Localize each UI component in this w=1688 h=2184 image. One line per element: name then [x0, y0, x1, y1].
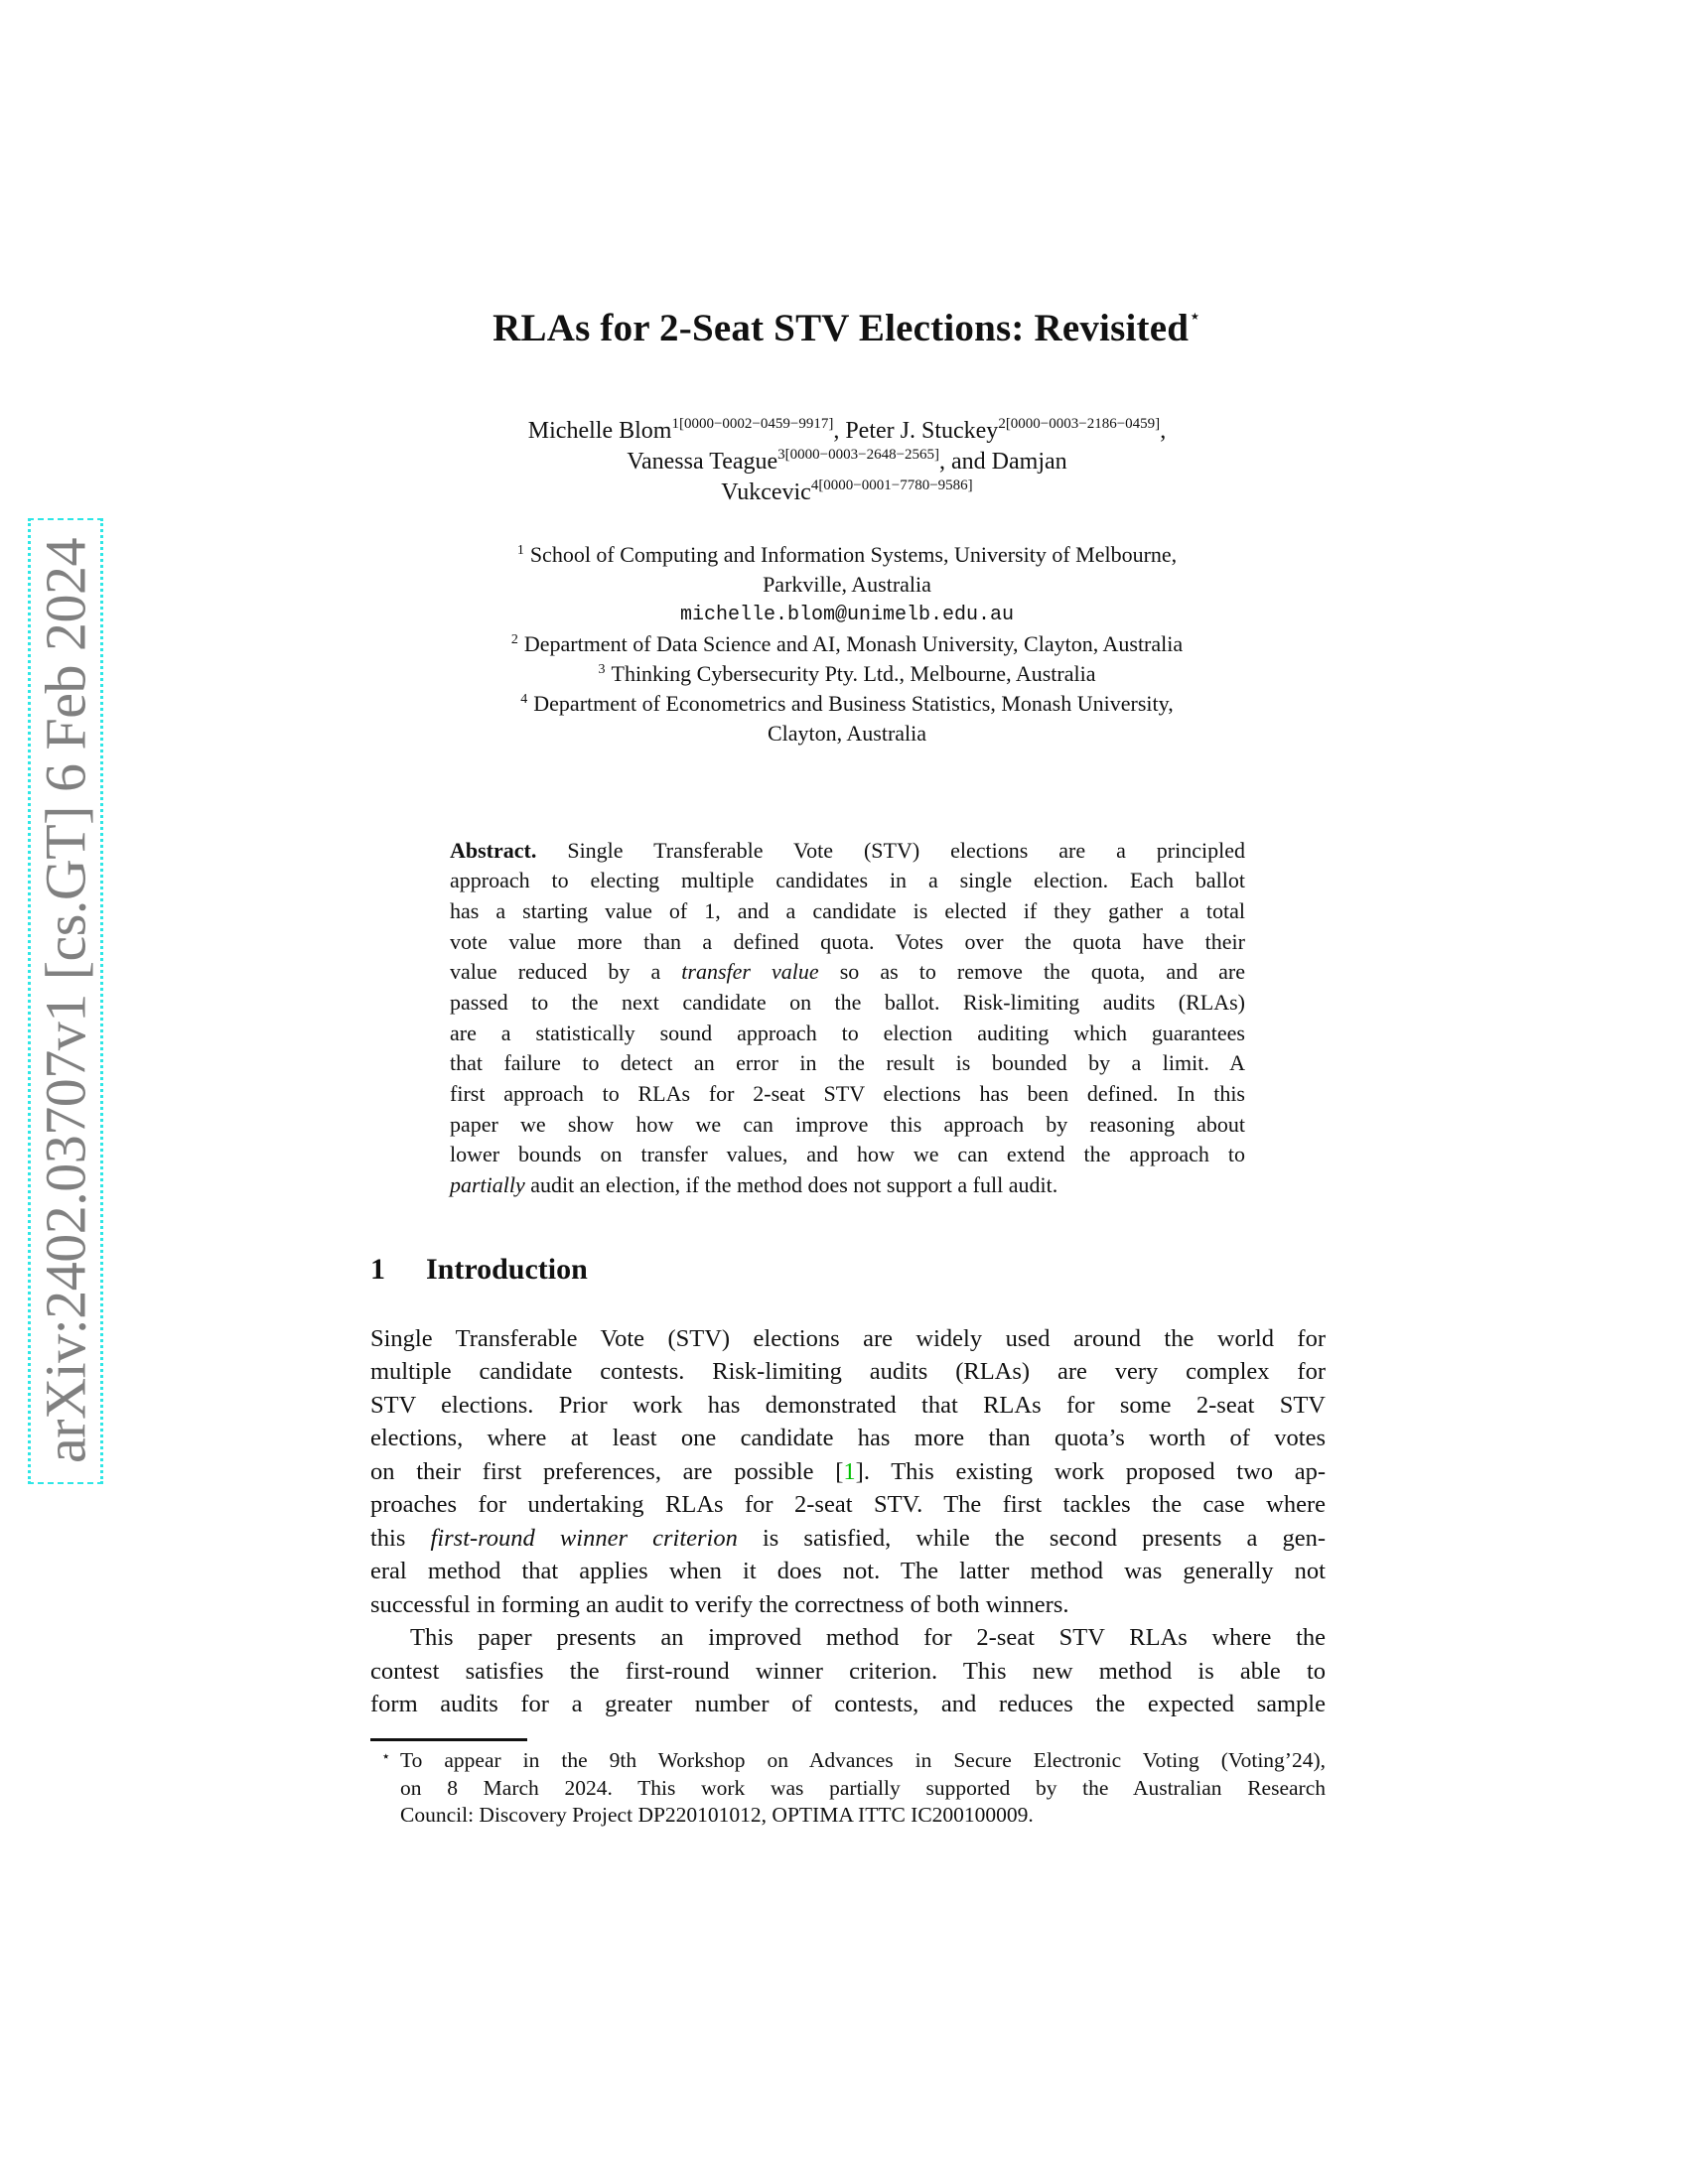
- affiliation-number: 1: [516, 543, 524, 558]
- footnote-line: To appear in the 9th Workshop on Advances in Secure Electronic Voting (Voting’24),: [400, 1748, 1326, 1772]
- affiliation-1-cont: [298, 572, 1396, 598]
- author-separator: ,: [833, 418, 846, 444]
- body-line: Single Transferable Vote (STV) elections are widely used around the world for: [370, 1325, 1326, 1352]
- abstract-line: [450, 1172, 1245, 1202]
- paper-title: [430, 306, 1264, 350]
- affiliation-2: [298, 631, 1396, 657]
- author-affil-num: 3: [777, 447, 785, 463]
- abstract-line: [450, 959, 1245, 989]
- author-name: Vukcevic: [721, 479, 811, 505]
- footnote-mark: ⋆: [381, 1749, 391, 1765]
- footnote-rule: [370, 1738, 527, 1741]
- body-line: multiple candidate contests. Risk-limiting audits (RLAs) are very complex for: [370, 1358, 1326, 1385]
- abstract-line: paper we show how we can improve this approach by reasoning about: [450, 1112, 1245, 1137]
- abstract-line: first approach to RLAs for 2-seat STV elections has been defined. In this: [450, 1081, 1245, 1106]
- affiliation-text: Department of Data Science and AI, Monash University, Clayton, Australia: [523, 631, 1184, 656]
- author-line-1: [298, 418, 1396, 445]
- affiliation-number: 2: [510, 632, 518, 647]
- title-footnote-mark: ⋆: [1189, 306, 1201, 328]
- body-line: proaches for undertaking RLAs for 2-seat STV. The first tackles the case where: [370, 1491, 1326, 1518]
- abstract-text: so as to remove the quota, and are: [818, 959, 1246, 984]
- body-line: This paper presents an improved method for 2-seat STV RLAs where the: [410, 1624, 1326, 1651]
- abstract-label: Abstract.: [450, 838, 537, 863]
- citation-link[interactable]: 1: [843, 1458, 856, 1485]
- abstract-text: Single Transferable Vote (STV) elections are a principled: [536, 838, 1245, 863]
- affiliation-text: Parkville, Australia: [763, 572, 931, 597]
- abstract-line: vote value more than a defined quota. Votes over the quota have their: [450, 929, 1245, 954]
- abstract-line: are a statistically sound approach to election auditing which guarantees: [450, 1021, 1245, 1045]
- body-line: [370, 1458, 1326, 1491]
- author-name: Michelle Blom: [527, 418, 672, 444]
- body-text: is satisfied, while the second presents a gen-: [737, 1525, 1326, 1552]
- abstract-line: passed to the next candidate on the ballot. Risk-limiting audits (RLAs): [450, 990, 1245, 1015]
- author-affil-num: 4: [810, 478, 819, 493]
- body-line: form audits for a greater number of contests, and reduces the expected sample: [370, 1691, 1326, 1717]
- abstract-line: [450, 838, 1245, 868]
- body-text: this: [370, 1525, 431, 1552]
- abstract-text: audit an election, if the method does not support a full audit.: [524, 1172, 1058, 1197]
- affiliation-number: 3: [598, 662, 606, 677]
- abstract-line: lower bounds on transfer values, and how we can extend the approach to: [450, 1142, 1245, 1166]
- body-text: ]. This existing work proposed two ap-: [855, 1458, 1326, 1485]
- affiliation-3: [298, 661, 1396, 687]
- body-line: STV elections. Prior work has demonstrated that RLAs for some 2-seat STV: [370, 1392, 1326, 1419]
- author-orcid: [0000−0001−7780−9586]: [818, 478, 973, 493]
- affiliation-4: [298, 691, 1396, 717]
- affiliation-email[interactable]: [298, 604, 1396, 626]
- author-name: Vanessa Teague: [627, 449, 778, 475]
- footnote-line: on 8 March 2024. This work was partially supported by the Australian Research: [400, 1776, 1326, 1800]
- section-title: Introduction: [426, 1253, 588, 1286]
- affiliation-text: School of Computing and Information Systems, University of Melbourne,: [529, 542, 1178, 567]
- affiliation-text: Clayton, Australia: [767, 721, 927, 746]
- affiliation-4-cont: [298, 721, 1396, 747]
- author-orcid: [0000−0002−0459−9917]: [678, 416, 834, 432]
- affiliation-text: Department of Econometrics and Business Statistics, Monash University,: [533, 691, 1174, 716]
- author-line-2: [298, 449, 1396, 476]
- arxiv-identifier-stamp: arXiv:2402.03707v1 [cs.GT] 6 Feb 2024: [33, 538, 98, 1463]
- section-number: 1: [370, 1253, 385, 1286]
- author-separator: , and Damjan: [939, 449, 1067, 475]
- email-link[interactable]: michelle.blom@unimelb.edu.au: [679, 604, 1015, 626]
- body-line: eral method that applies when it does not. The latter method was generally not: [370, 1558, 1326, 1584]
- author-separator: ,: [1160, 418, 1167, 444]
- paper-title-text: RLAs for 2-Seat STV Elections: Revisited: [492, 307, 1190, 349]
- affiliation-1: [298, 542, 1396, 568]
- footnote-line: Council: Discovery Project DP220101012, OPTIMA ITTC IC200100009.: [400, 1803, 1034, 1827]
- author-orcid: [0000−0003−2648−2565]: [784, 447, 940, 463]
- affiliation-number: 4: [520, 692, 528, 707]
- author-affil-num: 2: [998, 416, 1006, 432]
- emphasis-first-round-winner-criterion: first-round winner criterion: [430, 1525, 738, 1552]
- body-line: elections, where at least one candidate has more than quota’s worth of votes: [370, 1425, 1326, 1451]
- abstract-line: that failure to detect an error in the result is bounded by a limit. A: [450, 1050, 1245, 1075]
- author-line-3: [298, 479, 1396, 506]
- abstract-line: has a starting value of 1, and a candidate is elected if they gather a total: [450, 898, 1245, 923]
- body-text: on their first preferences, are possible [: [370, 1458, 844, 1485]
- body-line: successful in forming an audit to verify the correctness of both winners.: [370, 1591, 1069, 1618]
- emphasis-transfer-value: transfer value: [681, 959, 819, 984]
- emphasis-partially: partially: [450, 1172, 525, 1197]
- abstract-text: value reduced by a: [450, 959, 682, 984]
- body-line: [370, 1525, 1326, 1558]
- abstract-line: approach to electing multiple candidates in a single election. Each ballot: [450, 868, 1245, 892]
- author-name: Peter J. Stuckey: [845, 418, 999, 444]
- author-orcid: [0000−0003−2186−0459]: [1005, 416, 1161, 432]
- author-affil-num: 1: [671, 416, 679, 432]
- body-line: contest satisfies the first-round winner criterion. This new method is able to: [370, 1658, 1326, 1685]
- affiliation-text: Thinking Cybersecurity Pty. Ltd., Melbourne, Australia: [611, 661, 1096, 686]
